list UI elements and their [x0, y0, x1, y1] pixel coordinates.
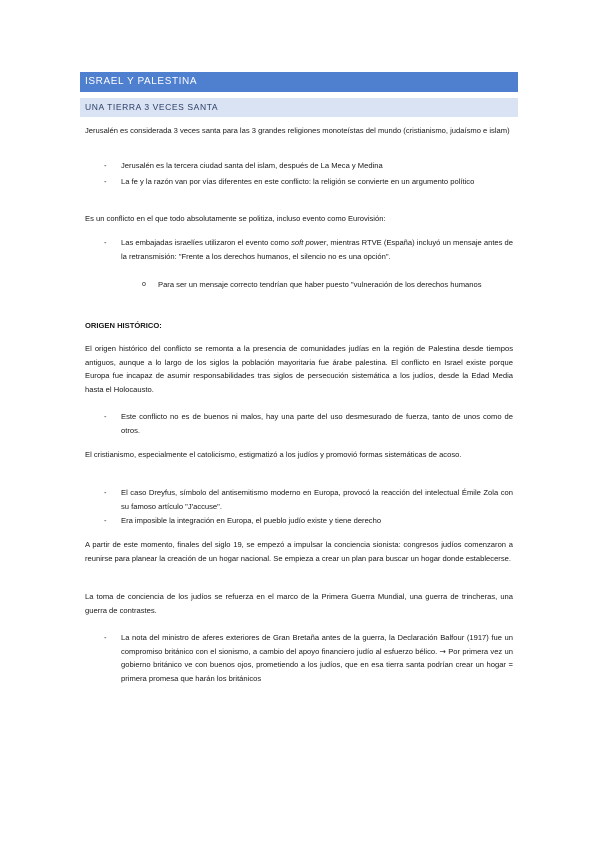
origin-paragraph: El origen histórico del conflicto se remonta a la presencia de comunidades judías en la región de Palestina desde tiempos antiguos, aunque a lo largo de los siglos la población mayoritaria fue árabe palestina. El conflicto en Israel existe porque Europa fue incapaz de asumir responsabilidades tras siglos de persecución sistemática a los judíos, desde la Edad Media hasta el Holocausto. [85, 344, 513, 394]
origin-bullet: Este conflicto no es de buenos ni malos, hay una parte del uso desmesurado de fuerza, tanto de unos como de otros. [121, 412, 513, 435]
integration-bullet: Era imposible la integración en Europa, el pueblo judío existe y tiene derecho [121, 516, 382, 525]
bullet-item: Jerusalén es la tercera ciudad santa del islam, después de La Meca y Medina [121, 161, 383, 170]
bullet-dash: - [104, 516, 107, 525]
ww1-paragraph: La toma de conciencia de los judíos se refuerza en el marco de la Primera Guerra Mundial, una guerra de trincheras, una guerra de contrastes. [85, 592, 513, 615]
section-origen-historico: ORIGEN HISTÓRICO: [85, 321, 162, 330]
sub-bullet-circle: o [142, 281, 146, 288]
bullet-dash: - [104, 161, 107, 170]
intro-paragraph: Jerusalén es considerada 3 veces santa para las 3 grandes religiones monoteístas del mundo (cristianismo, judaísmo e islam) [85, 126, 510, 135]
balfour-bullet: La nota del ministro de aferes exteriores de Gran Bretaña antes de la guerra, la Declaración Balfour (1917) fue un compromiso británico con el sionismo, a cambio del apoyo financiero judío al esfuerzo bélico. → Por primera vez un gobierno británico ve con buenos ojos, prometiendo a los judíos, que en esa tierra santa podrían crear un hogar = primera promesa que harán los británicos [121, 633, 513, 683]
bullet-dash: - [104, 238, 107, 247]
eurovision-bullet: Las embajadas israelíes utilizaron el evento como soft power, mientras RTVE (España) incluyó un mensaje antes de la retransmisión: "Frente a los derechos humanos, el silencio no es una opción". [121, 238, 514, 261]
arrow-icon: → [439, 646, 446, 656]
conflict-paragraph: Es un conflicto en el que todo absolutamente se politiza, incluso evento como Eurovisión: [85, 214, 386, 223]
heading-tierra-santa: UNA TIERRA 3 VECES SANTA [80, 98, 518, 117]
bullet-dash: - [104, 412, 107, 421]
zionism-paragraph: A partir de este momento, finales del siglo 19, se empezó a impulsar la conciencia sionista: congresos judíos comenzaron a reunirse para planear la creación de un hogar nacional. Se empieza a crear un plan para buscar un hogar donde establecerse. [85, 540, 513, 563]
bullet-dash: - [104, 633, 107, 642]
christianity-paragraph: El cristianismo, especialmente el catolicismo, estigmatizó a los judíos y promovió formas sistemáticas de acoso. [85, 450, 462, 459]
dreyfus-bullet: El caso Dreyfus, símbolo del antisemitismo moderno en Europa, provocó la reacción del intelectual Émile Zola con su famoso artículo "J'accuse". [121, 488, 513, 511]
bullet-item: La fe y la razón van por vías diferentes en este conflicto: la religión se convierte en un argumento político [121, 177, 475, 186]
bullet-dash: - [104, 177, 107, 186]
heading-israel-palestina: ISRAEL Y PALESTINA [80, 72, 518, 92]
bullet-dash: - [104, 488, 107, 497]
sub-bullet-item: Para ser un mensaje correcto tendrían que haber puesto "vulneración de los derechos humanos [158, 280, 482, 289]
soft-power-italic: soft power [291, 238, 327, 247]
